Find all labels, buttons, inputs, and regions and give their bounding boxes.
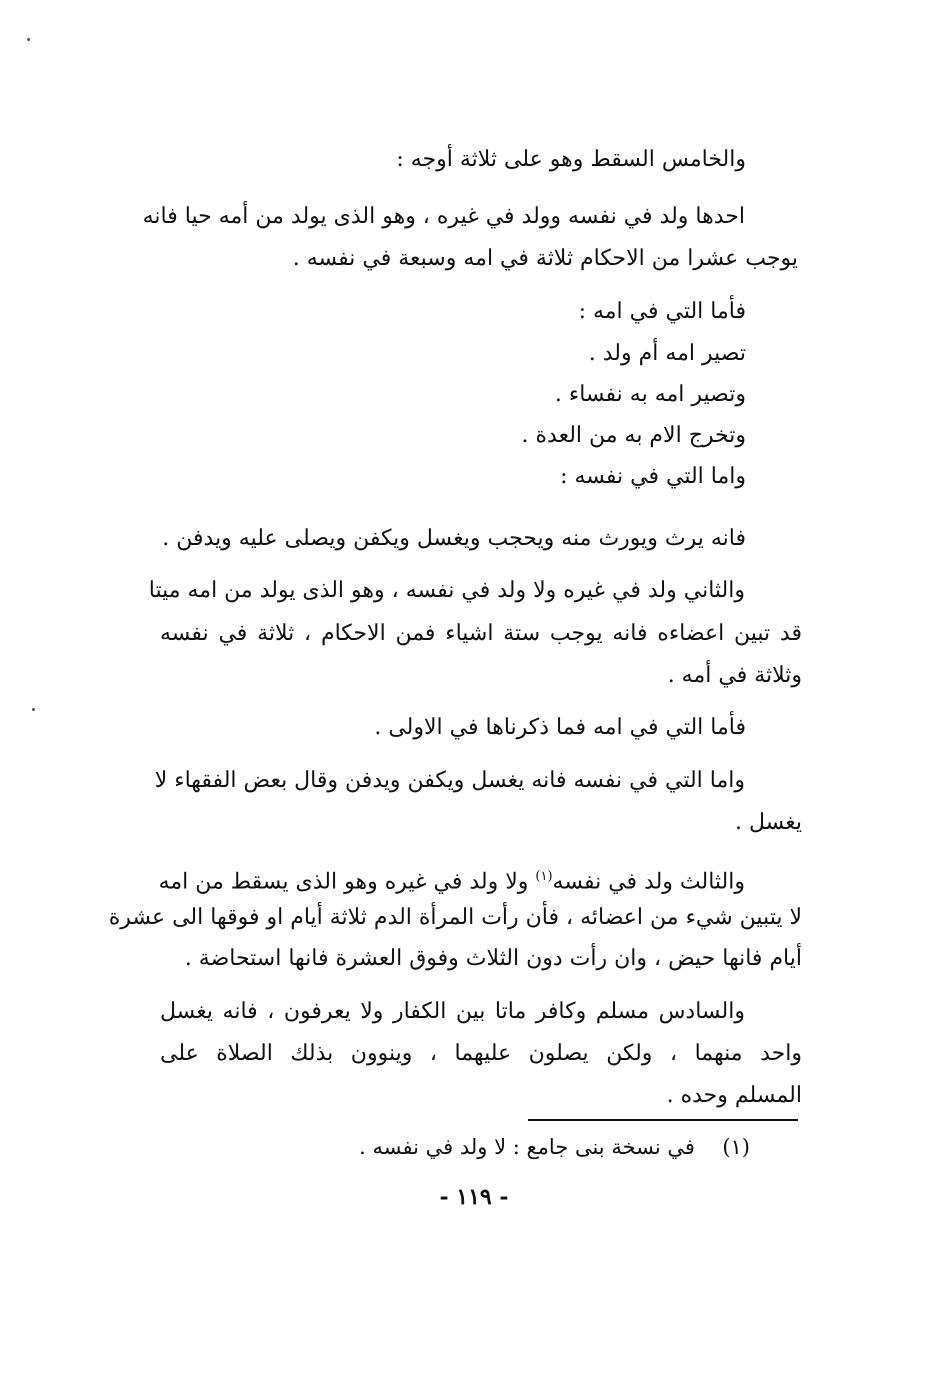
footnote-separator [528,1119,798,1121]
text-line: تصير امه أم ولد . [588,341,746,366]
text-line: فأما التي في امه فما ذكرناها في الاولى . [374,715,746,740]
scan-speck [32,708,35,711]
text-line: يغسل . [734,810,802,835]
text-line: والسادس مسلم وكافر ماتا بين الكفار ولا يعرفون ، فانه يغسل [160,999,745,1024]
text-line: فانه يرث ويورث منه ويحجب ويغسل ويكفن ويصلى عليه ويدفن . [162,526,746,551]
text-line: وثلاثة في أمه . [667,663,802,688]
footnote [359,1132,750,1162]
text-line: قد تبين اعضاءه فانه يوجب ستة اشياء فمن الاحكام ، ثلاثة في نفسه [160,621,802,646]
footnote-reference: (١) [535,869,553,884]
text-line: يوجب عشرا من الاحكام ثلاثة في امه وسبعة في نفسه . [292,246,798,271]
footnote-text: في نسخة بنى جامع : لا ولد في نفسه . [359,1135,695,1159]
text-line: واحد منهما ، ولكن يصلون عليهما ، وينوون بذلك الصلاة على [160,1041,802,1066]
page-number: - ١١٩ - [439,1184,509,1210]
text-line: وتصير امه به نفساء . [554,382,746,407]
text-line: واما التي في نفسه فانه يغسل ويكفن ويدفن وقال بعض الفقهاء لا [154,768,745,793]
text-line: فأما التي في امه : [578,299,746,324]
text-line: احدها ولد في نفسه وولد في غيره ، وهو الذى يولد من أمه حيا فانه [142,204,745,229]
text-line [160,862,745,897]
text-line: وتخرج الام به من العدة . [521,423,746,448]
text-line: والثاني ولد في غيره ولا ولد في نفسه ، وهو الذى يولد من امه ميتا [148,578,745,603]
text-run: والثالث ولد في نفسه [552,869,745,895]
footnote-marker: (١) [722,1135,750,1159]
text-line: المسلم وحده . [666,1083,802,1108]
text-line: أيام فانها حيض ، وان رأت دون الثلاث وفوق العشرة فانها استحاضة . [184,946,802,971]
text-line: والخامس السقط وهو على ثلاثة أوجه : [396,147,746,172]
text-line: واما التي في نفسه : [560,464,746,489]
text-line: لا يتبين شيء من اعضائه ، فأن رأت المرأة الدم ثلاثة أيام او فوقها الى عشرة [108,905,802,930]
scan-speck [27,38,30,41]
text-run: ولا ولد في غيره وهو الذى يسقط من امه [158,869,536,895]
